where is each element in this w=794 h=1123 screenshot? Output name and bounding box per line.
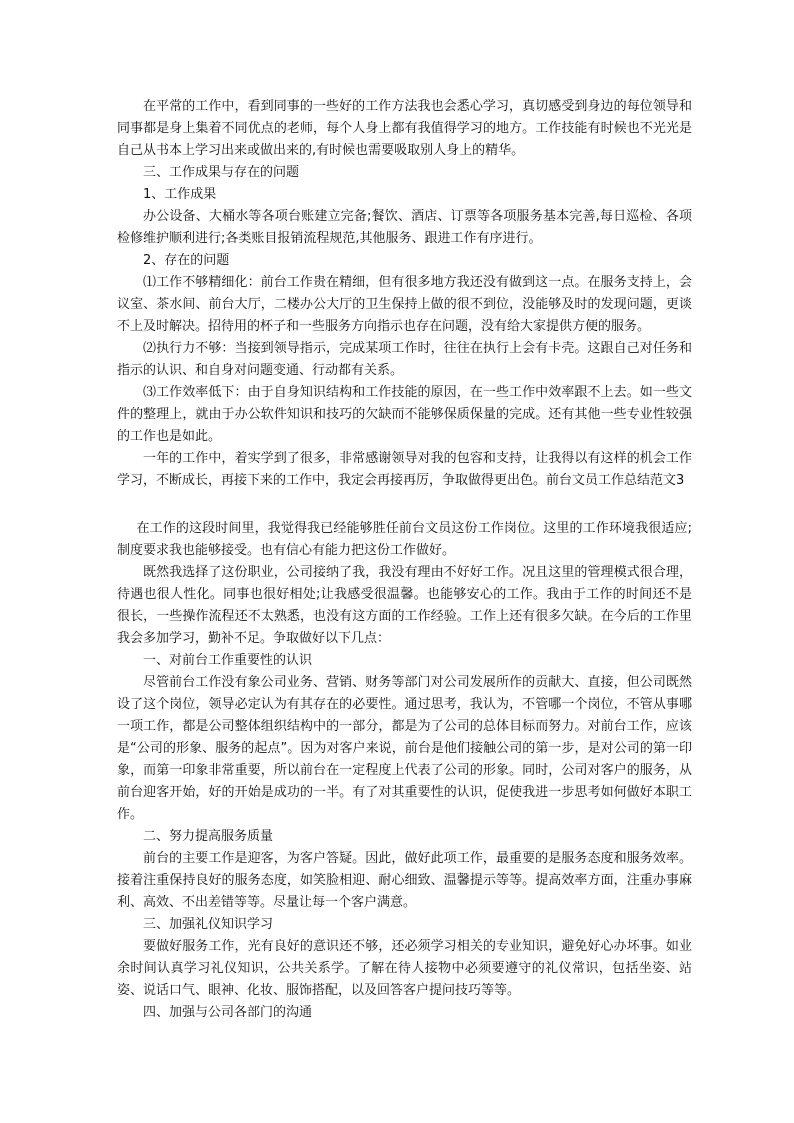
section-a xyxy=(117,96,692,492)
paragraph: 在工作的这段时间里，我觉得我已经能够胜任前台文员这份工作岗位。这里的工作环境我很适应;制度要求我也能够接受。也有信心有能力把这份工作做好。 xyxy=(117,521,692,558)
paragraph: 前台的主要工作是迎客，为客户答疑。因此，做好此项工作，最重要的是服务态度和服务效率。接着注重保持良好的服务态度，如笑脸相迎、耐心细致、温馨提示等等。提高效率方面，注重办事麻利、高效、不出差错等等。尽量让每一个客户满意。 xyxy=(117,851,692,910)
section-b xyxy=(117,518,692,1024)
section-heading: 二、努力提高服务质量 xyxy=(143,829,274,844)
paragraph: ⑵执行力不够：当接到领导指示，完成某项工作时，往往在执行上会有卡壳。这跟自己对任务和指示的认识、和自身对问题变通、行动都有关系。 xyxy=(117,341,692,378)
paragraph: 办公设备、大桶水等各项台账建立完备;餐饮、酒店、订票等各项服务基本完善,每日巡检、各项检修维护顺利进行;各类账目报销流程规范,其他服务、跟进工作有序进行。 xyxy=(117,209,692,246)
section-heading: 一、对前台工作重要性的认识 xyxy=(143,653,313,668)
paragraph: 一年的工作中，着实学到了很多，非常感谢领导对我的包容和支持，让我得以有这样的机会工作学习，不断成长，再接下来的工作中，我定会再接再厉，争取做得更出色。前台文员工作总结范文3 xyxy=(117,451,692,488)
subsection-heading: 1、工作成果 xyxy=(143,187,217,202)
section-heading: 三、加强礼仪知识学习 xyxy=(143,917,274,932)
section-heading: 四、加强与公司各部门的沟通 xyxy=(143,1005,313,1020)
section-heading: 三、工作成果与存在的问题 xyxy=(143,165,300,180)
paragraph: 要做好服务工作，光有良好的意识还不够，还必须学习相关的专业知识，避免好心办坏事。如业余时间认真学习礼仪知识，公共关系学。了解在待人接物中必须要遵守的礼仪常识，包括坐姿、站姿、说话口气、眼神、化妆、服饰搭配，以及回答客户提问技巧等等。 xyxy=(117,939,692,998)
paragraph: ⑶工作效率低下：由于自身知识结构和工作技能的原因，在一些工作中效率跟不上去。如一些文件的整理上，就由于办公软件知识和技巧的欠缺而不能够保质保量的完成。还有其他一些专业性较强的工作也是如此。 xyxy=(117,385,692,444)
paragraph: 既然我选择了这份职业，公司接纳了我，我没有理由不好好工作。况且这里的管理模式很合理，待遇也很人性化。同事也很好相处;让我感受很温馨。也能够安心的工作。我由于工作的时间还不是很长，一些操作流程还不太熟悉，也没有这方面的工作经验。工作上还有很多欠缺。在今后的工作里我会多加学习，勤补不足。争取做好以下几点： xyxy=(117,565,692,646)
document-page xyxy=(117,96,692,1024)
section-gap xyxy=(117,492,692,518)
subsection-heading: 2、存在的问题 xyxy=(143,253,230,268)
paragraph: 尽管前台工作没有象公司业务、营销、财务等部门对公司发展所作的贡献大、直接，但公司既然设了这个岗位，领导必定认为有其存在的必要性。通过思考，我认为，不管哪一个岗位，不管从事哪一项工作，都是公司整体组织结构中的一部分，都是为了公司的总体目标而努力。对前台工作，应该是“公司的形象、服务的起点”。因为对客户来说，前台是他们接触公司的第一步，是对公司的第一印象，而第一印象非常重要，所以前台在一定程度上代表了公司的形象。同时，公司对客户的服务，从前台迎客开始，好的开始是成功的一半。有了对其重要性的认识，促使我进一步思考如何做好本职工作。 xyxy=(117,675,692,822)
paragraph: ⑴工作不够精细化：前台工作贵在精细，但有很多地方我还没有做到这一点。在服务支持上，会议室、茶水间、前台大厅，二楼办公大厅的卫生保持上做的很不到位，没能够及时的发现问题，更谈不上及时解决。招待用的杯子和一些服务方向指示也存在问题，没有给大家提供方便的服务。 xyxy=(117,275,692,334)
paragraph: 在平常的工作中，看到同事的一些好的工作方法我也会悉心学习，真切感受到身边的每位领导和同事都是身上集着不同优点的老师，每个人身上都有我值得学习的地方。工作技能有时候也不光光是自己从书本上学习出来或做出来的,有时候也需要吸取别人身上的精华。 xyxy=(117,99,692,158)
